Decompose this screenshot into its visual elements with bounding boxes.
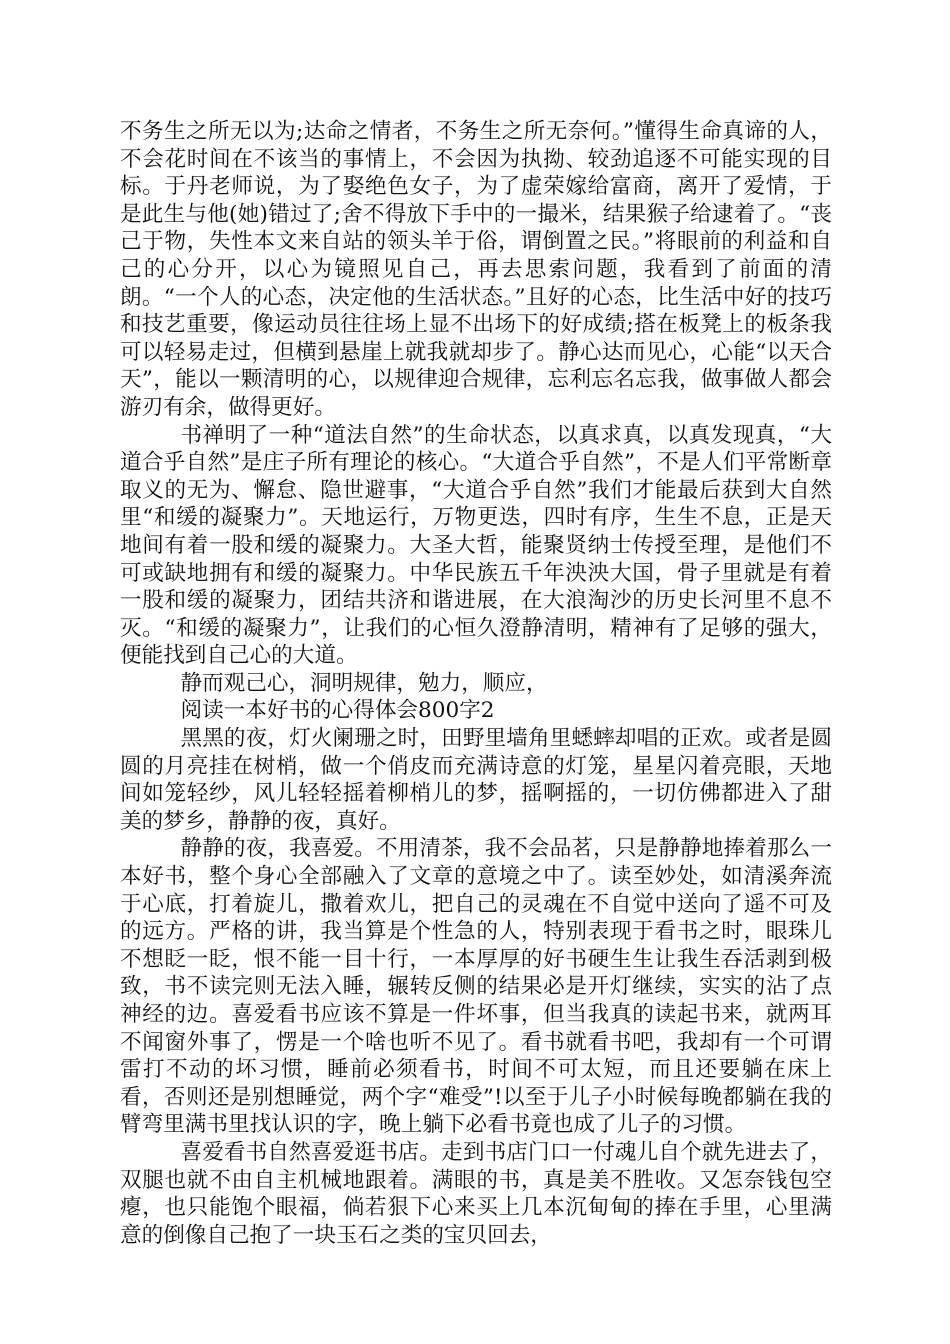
paragraph-4: 黑黑的夜，灯火阑珊之时，田野里墙角里蟋蟀却唱的正欢。或者是圆圆的月亮挂在树梢，做一个俏皮而充满诗意的灯笼，星星闪着亮眼，天地间如笼轻纱，风儿轻轻摇着柳梢儿的梦，摇啊摇的，一切仿佛都进入了甜美的梦乡，静静的夜，真好。 [120, 726, 832, 834]
paragraph-5: 静静的夜，我喜爱。不用清茶，我不会品茗，只是静静地捧着那么一本好书，整个身心全部融入了文章的意境之中了。读至妙处，如清溪奔流于心底，打着旋儿，撒着欢儿，把自己的灵魂在不自觉中送向了遥不可及的远方。严格的讲，我当算是个性急的人，特别表现于看书之时，眼珠儿不想眨一眨，恨不能一目十行，一本厚厚的好书硬生生让我生吞活剥到极致，书不读完则无法入睡，辗转反侧的结果必是开灯继续，实实的沾了点神经的边。喜爱看书应该不算是一件坏事，但当我真的读起书来，就两耳不闻窗外事了，愣是一个啥也听不见了。看书就看书吧，我却有一个可谓雷打不动的坏习惯，睡前必须看书，时间不可太短，而且还要躺在床上看，否则还是别想睡觉，两个字“难受”!以至于儿子小时候每晚都躺在我的臂弯里满书里找认识的字，晚上躺下必看书竟也成了儿子的习惯。 [120, 836, 832, 1138]
paragraph-6: 喜爱看书自然喜爱逛书店。走到书店门口一付魂儿自个就先进去了，双腿也就不由自主机械地跟着。满眼的书，真是美不胜收。又怎奈钱包空瘪，也只能饱个眼福，倘若狠下心来买上几本沉甸甸的捧在手里，心里满意的倒像自己抱了一块玉石之类的宝贝回去， [120, 1139, 832, 1248]
document-page [120, 118, 832, 1249]
paragraph-2: 书禅明了一种“道法自然”的生命状态，以真求真，以真发现真，“大道合乎自然”是庄子所有理论的核心。“大道合乎自然”，不是人们平常断章取义的无为、懈怠、隐世避事，“大道合乎自然”我们才能最后获到大自然里“和缓的凝聚力”。天地运行，万物更迭，四时有序，生生不息，正是天地间有着一股和缓的凝聚力。大圣大哲，能聚贤纳士传授至理，是他们不可或缺地拥有和缓的凝聚力。中华民族五千年泱泱大国，骨子里就是有着一股和缓的凝聚力，团结共济和谐进展，在大浪淘沙的历史长河里不息不灭。“和缓的凝聚力”，让我们的心恒久澄静清明，精神有了足够的强大，便能找到自己心的大道。 [120, 422, 832, 669]
paragraph-3: 静而观己心，洞明规律，勉力，顺应， [180, 670, 548, 696]
paragraph-1: 不务生之所无以为;达命之情者，不务生之所无奈何。”懂得生命真谛的人，不会花时间在不该当的事情上，不会因为执拗、较劲追逐不可能实现的目标。于丹老师说，为了娶绝色女子，为了虚荣嫁给富商，离开了爱情，于是此生与他(她)错过了;舍不得放下手中的一撮米，结果猴子给逮着了。“丧己于物，失性本文来自站的领头羊于俗，谓倒置之民。”将眼前的利益和自己的心分开，以心为镜照见自己，再去思索问题，我看到了前面的清朗。“一个人的心态，决定他的生活状态。”且好的心态，比生活中好的技巧和技艺重要，像运动员往往场上显不出场下的好成绩;搭在板凳上的板条我可以轻易走过，但横到悬崖上就我就却步了。静心达而见心，心能“以天合天”，能以一颗清明的心，以规律迎合规律，忘利忘名忘我，做事做人都会游刃有余，做得更好。 [120, 119, 832, 420]
section-heading: 阅读一本好书的心得体会800字2 [180, 698, 495, 724]
